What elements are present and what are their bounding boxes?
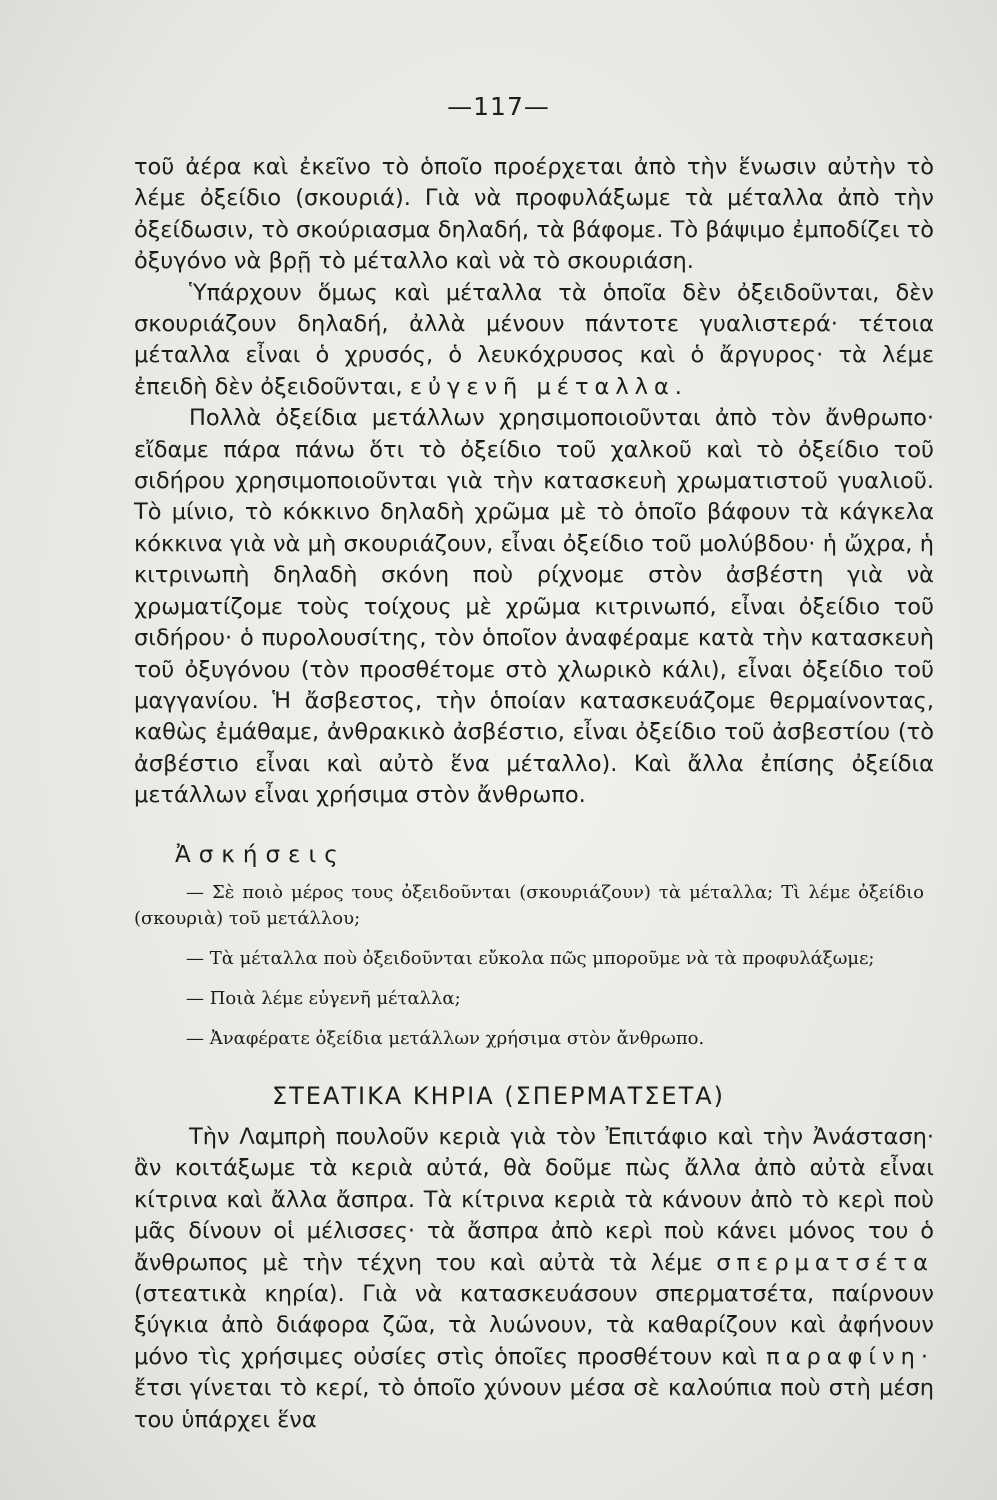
- main-text-block: [134, 152, 934, 812]
- section-title: ΣΤΕΑΤΙΚΑ ΚΗΡΙΑ (ΣΠΕΡΜΑΤΣΕΤΑ): [271, 1082, 726, 1110]
- paragraph-oxidation-intro: τοῦ ἀέρα καὶ ἐκεῖνο τὸ ὁποῖο προέρχεται ἀπὸ τὴν ἕνωσιν αὐτὴν τὸ λέμε ὀξείδιο (σκουριά). Γιὰ νὰ προφυλάξωμε τὰ μέταλλα ἀπὸ τὴν ὀξείδωσιν, τὸ σκούριασμα δηλαδή, τὰ βάφομε. Τὸ βάψιμο ἐμποδίζει τὸ ὀξυγόνο νὰ βρῇ τὸ μέταλλο καὶ νὰ τὸ σκουριάση.: [134, 154, 934, 275]
- candles-text-c: (στεατικὰ κηρία). Γιὰ νὰ κατασκευάσουν σπερματσέτα, παίρνουν ξύγκια ἀπὸ διάφορα ζῶα, τὰ λυώνουν, τὰ καθαρίζουν καὶ ἀφήνουν μόνο τὶς χρήσιμες οὐσίες στὶς ὁποῖες προσθέτουν καὶ: [134, 1281, 934, 1370]
- page-number: —117—: [447, 92, 550, 121]
- paragraph-candles: [134, 1122, 934, 1436]
- exercise-item: — Σὲ ποιὸ μέρος τους ὀξειδοῦνται (σκουριάζουν) τὰ μέταλλα; Τὶ λέμε ὀξείδιο (σκουριὰ) τοῦ μετάλλου;: [134, 882, 924, 929]
- exercise-item: — Ἀναφέρατε ὀξείδια μετάλλων χρήσιμα στὸν ἄνθρωπο.: [186, 1028, 705, 1049]
- noble-metals-text: Ὑπάρχουν ὅμως καὶ μέταλλα τὰ ὁποῖα δὲν ὀξειδοῦνται, δὲν σκουριάζουν δηλαδή, ἀλλὰ μένουν πάντοτε γυαλιστερά· τέτοια μέταλλα εἶναι ὁ χρυσός, ὁ λευκόχρυσος καὶ ὁ ἄργυρος· τὰ λέμε ἐπειδὴ δὲν ὀξειδοῦνται,: [134, 279, 934, 400]
- candles-text-a: Τὴν Λαμπρὴ πουλοῦν κεριὰ γιὰ τὸν Ἐπιτάφιο καὶ τὴν Ἀνάσταση· ἂν κοιτάξωμε τὰ κεριὰ αὐτά, θὰ δοῦμε πὼς ἄλλα ἀπὸ αὐτὰ εἶναι κίτρινα καὶ ἄλλα ἄσπρα. Τὰ κίτρινα κεριὰ τὰ κάνουν ἀπὸ τὸ κερὶ ποὺ μᾶς δίνουν οἱ μέλισσες· τὰ ἄσπρα ἀπὸ κερὶ ποὺ κάνει μόνος του ὁ ἄνθρωπος μὲ τὴν τέχνη του καὶ αὐτὰ τὰ λέμε: [134, 1124, 934, 1276]
- exercise-item: — Τὰ μέταλλα ποὺ ὀξειδοῦνται εὔκολα πῶς μποροῦμε νὰ τὰ προφυλάξωμε;: [186, 948, 875, 969]
- candles-text-block: [134, 1122, 934, 1436]
- candles-text-e: ἔτσι γίνεται τὸ κερί, τὸ ὁποῖο χύνουν μέσα σὲ καλούπια ποὺ στὴ μέση του ὑπάρχει ἕνα: [134, 1375, 934, 1433]
- term-spermatseta: σπερματσέτα: [716, 1249, 934, 1276]
- paragraph-metal-oxides: Πολλὰ ὀξείδια μετάλλων χρησιμοποιοῦνται ἀπὸ τὸν ἄνθρωπο· εἴδαμε πάρα πάνω ὅτι τὸ ὀξείδιο τοῦ χαλκοῦ καὶ τὸ ὀξείδιο τοῦ σιδήρου χρησιμοποιοῦνται γιὰ τὴν κατασκευὴ χρωματιστοῦ γυαλιοῦ. Τὸ μίνιο, τὸ κόκκινο δηλαδὴ χρῶμα μὲ τὸ ὁποῖο βάφουν τὰ κάγκελα κόκκινα γιὰ νὰ μὴ σκουριάζουν, εἶναι ὀξείδιο τοῦ μολύβδου· ἡ ὤχρα, ἡ κιτρινωπὴ δηλαδὴ σκόνη ποὺ ρίχνομε στὸν ἀσβέστη γιὰ νὰ χρωματίζομε τοὺς τοίχους μὲ χρῶμα κιτρινωπό, εἶναι ὀξείδιο τοῦ σιδήρου· ὁ πυρολουσίτης, τὸν ὁποῖον ἀναφέραμε κατὰ τὴν κατασκευὴ τοῦ ὀξυγόνου (τὸν προσθέτομε στὸ χλωρικὸ κάλι), εἶναι ὀξείδιο τοῦ μαγγανίου. Ἡ ἄσβεστος, τὴν ὁποίαν κατασκευάζομε θερμαίνοντας, καθὼς ἐμάθαμε, ἀνθρακικὸ ἀσβέστιο, εἶναι ὀξείδιο τοῦ ἀσβεστίου (τὸ ἀσβέστιο εἶναι καὶ αὐτὸ ἕνα μέταλλο). Καὶ ἄλλα ἐπίσης ὀξείδια μετάλλων εἶναι χρήσιμα στὸν ἄνθρωπο.: [134, 405, 934, 809]
- noble-metals-term: εὐγενῆ μέταλλα.: [409, 373, 688, 400]
- term-paraffin: παραφίνη·: [766, 1343, 934, 1370]
- exercises-list: [134, 880, 924, 1066]
- exercises-heading: Ἀσκήσεις: [175, 842, 346, 868]
- paragraph-noble-metals: [134, 278, 934, 404]
- exercise-item: — Ποιὰ λέμε εὐγενῆ μέταλλα;: [186, 988, 461, 1009]
